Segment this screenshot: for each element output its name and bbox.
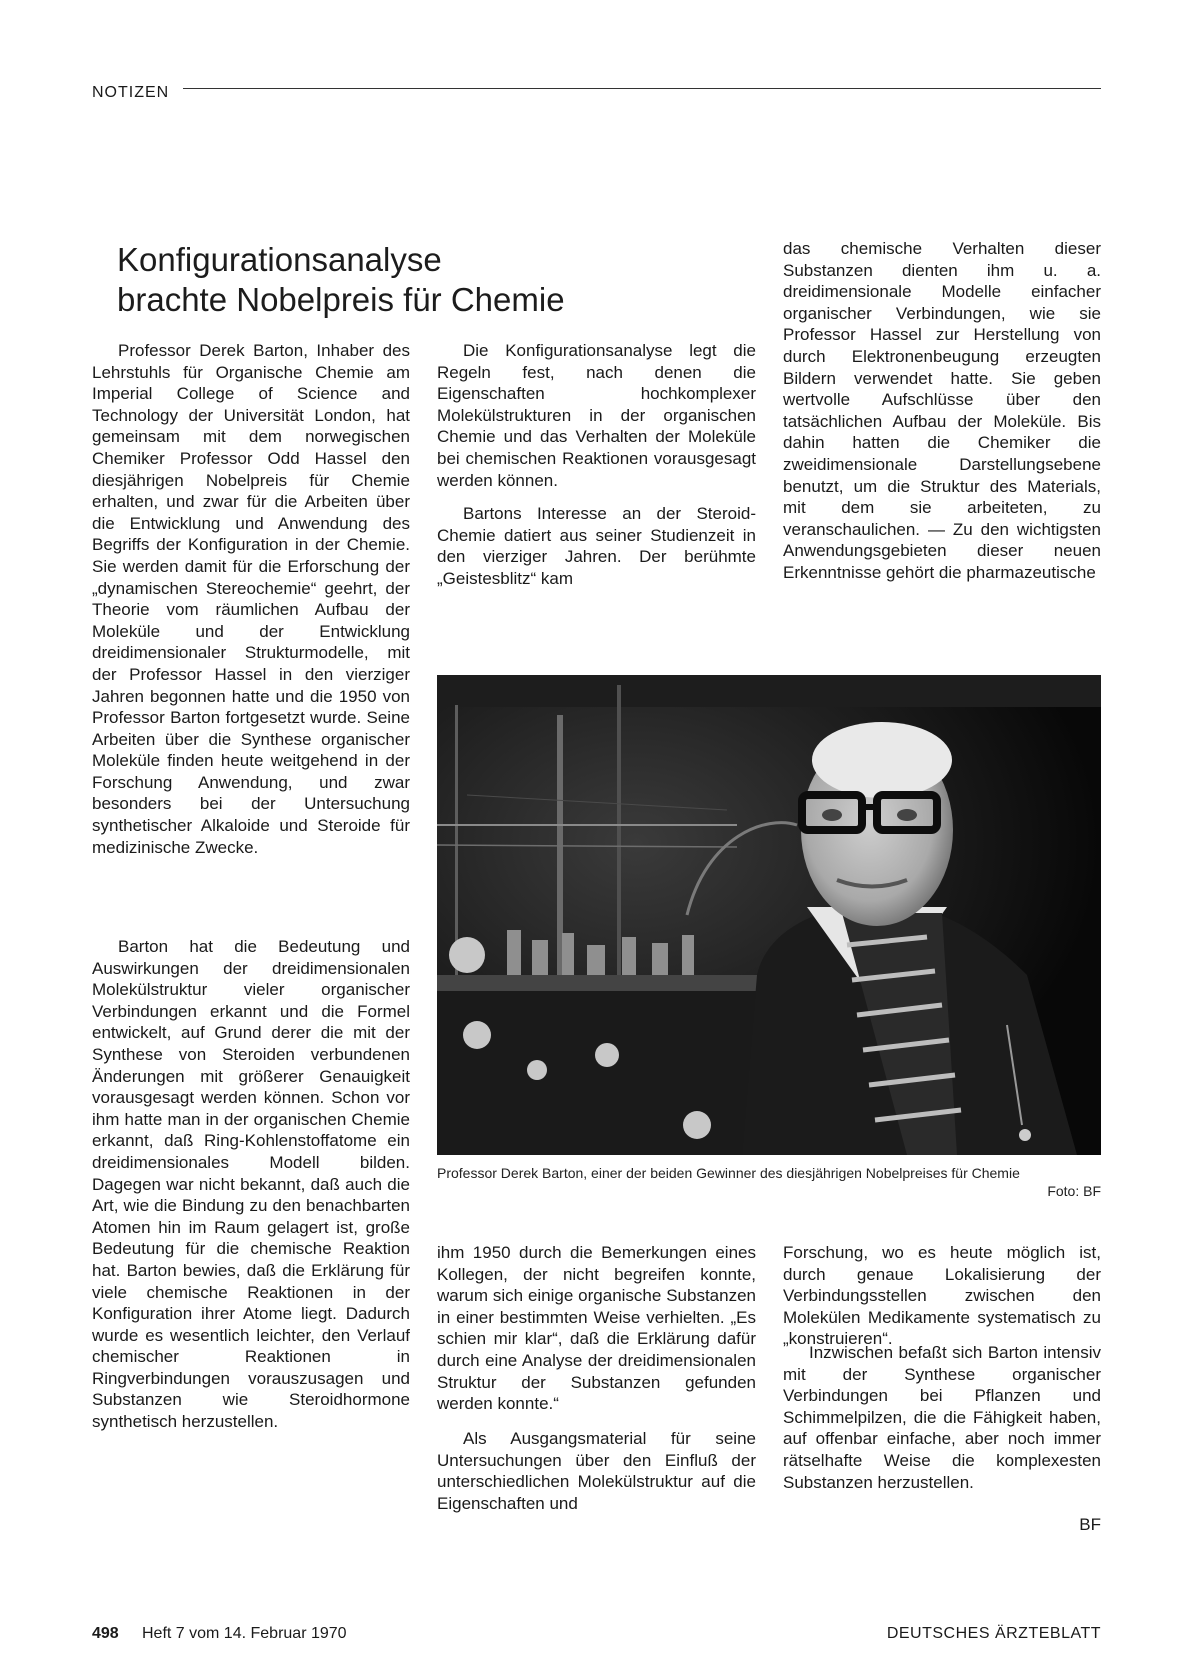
issue-info: Heft 7 vom 14. Februar 1970 bbox=[142, 1625, 347, 1642]
column-3-block-2 bbox=[783, 1242, 1101, 1350]
journal-name: DEUTSCHES ÄRZTEBLATT bbox=[886, 1625, 1101, 1642]
column-3-block-3 bbox=[783, 1342, 1101, 1493]
column-2-block-3 bbox=[437, 1242, 756, 1415]
column-1-block-1 bbox=[92, 340, 410, 858]
author-signature-block bbox=[783, 1514, 1101, 1536]
author-signature: BF bbox=[1079, 1515, 1101, 1534]
section-label: NOTIZEN bbox=[92, 84, 170, 101]
article-title-line-2: brachte Nobelpreis für Chemie bbox=[117, 281, 565, 318]
paragraph: Inzwischen befaßt sich Barton intensiv mit der Synthese organischer Verbindungen bei Pflanzen und Schimmelpilzen, die die Fähigkeit haben, auf offenbar einfache, aber noch immer rätselhafte Weise die komplexesten Substanzen herzustellen. bbox=[783, 1343, 1101, 1492]
page-number: 498 bbox=[92, 1625, 119, 1642]
paragraph: Die Konfigurationsanalyse legt die Regeln fest, nach denen die Eigenschaften hochkomplexer Molekülstrukturen in der organischen Chemie und das Verhalten der Moleküle bei chemischen Reaktionen vorausgesagt werden können. bbox=[437, 341, 756, 490]
paragraph: das chemische Verhalten dieser Substanzen dienten ihm u. a. dreidimensionale Modelle einfacher organischer Verbindungen, wie sie Professor Hassel zur Herstellung von durch Elektronenbeugung erzeugten Bildern verwendet hatte. Sie geben wertvolle Aufschlüsse über den tatsächlichen Aufbau der Moleküle. Bis dahin hatten die Chemiker die zweidimensionale Darstellungsebene benutzt, um die Struktur des Materials, mit dem sie arbeiteten, zu veranschaulichen. — Zu den wichtigsten Anwendungsgebieten dieser neuen Erkenntnisse gehört die pharmazeutische bbox=[783, 239, 1101, 582]
photo-credit: Foto: BF bbox=[1047, 1183, 1101, 1199]
portrait-photo bbox=[437, 675, 1101, 1155]
paragraph: Bartons Interesse an der Steroid-Chemie datiert aus seiner Studienzeit in den vierziger Jahren. Der berühmte „Geistesblitz“ kam bbox=[437, 504, 756, 588]
paragraph: Forschung, wo es heute möglich ist, durch genaue Lokalisierung der Verbindungsstellen zwischen den Molekülen Medikamente systematisch zu „konstruieren“. bbox=[783, 1243, 1101, 1349]
paragraph: Barton hat die Bedeutung und Auswirkungen der dreidimensionalen Molekülstruktur vieler organischer Verbindungen erkannt und die Formel entwickelt, auf Grund derer die mit der Synthese von Steroiden verbundenen Änderungen mit größerer Genauigkeit vorausgesagt werden können. Schon vor ihm hatte man in der organischen Chemie erkannt, daß Ring-Kohlenstoffatome ein dreidimensionales Modell bilden. Dagegen war nicht bekannt, daß auch die Art, wie die Bindung zu den benachbarten Atomen hin im Raum gelagert ist, große Bedeutung für die chemische Reaktion hat. Barton bewies, daß die Erklärung für viele chemische Reaktionen in der Konfiguration ihrer Atome liegt. Dadurch wurde es wesentlich leichter, den Verlauf chemischer Reaktionen in Ringverbindungen vorauszusagen und Substanzen wie Steroidhormone synthetisch herzustellen. bbox=[92, 937, 410, 1432]
column-2-block-1 bbox=[437, 340, 756, 491]
section-divider bbox=[183, 88, 1101, 89]
article-title-line-1: Konfigurationsanalyse bbox=[117, 241, 442, 278]
column-2-block-4 bbox=[437, 1428, 756, 1514]
column-2-block-2 bbox=[437, 503, 756, 589]
column-3-block-1 bbox=[783, 238, 1101, 584]
paragraph: Professor Derek Barton, Inhaber des Lehrstuhls für Organische Chemie am Imperial College of Science and Technology der Universität London, hat gemeinsam mit dem norwegischen Chemiker Professor Odd Hassel den diesjährigen Nobelpreis für Chemie erhalten, und zwar für die Arbeiten über die Entwicklung und Anwendung des Begriffs der Konfiguration in der Chemie. Sie werden damit für die Erforschung der „dynamischen Stereochemie“ geehrt, der Theorie vom räumlichen Aufbau der Moleküle und der Entwicklung dreidimensionaler Strukturmodelle, mit der Professor Hassel in den vierziger Jahren begonnen hatte und die 1950 von Professor Barton fortgesetzt wurde. Seine Arbeiten über die Synthese organischer Moleküle finden heute weitgehend in der Forschung Anwendung, und zwar besonders bei der Untersuchung synthetischer Alkaloide und Steroide für medizinische Zwecke. bbox=[92, 341, 410, 857]
paragraph: ihm 1950 durch die Bemerkungen eines Kollegen, der nicht begreifen konnte, warum sich einige organische Substanzen in einer bestimmten Weise verhielten. „Es schien mir klar“, daß die Erklärung dafür durch eine Analyse der dreidimensionalen Struktur der Substanzen gefunden werden konnte.“ bbox=[437, 1243, 756, 1414]
article-title bbox=[117, 240, 737, 320]
portrait-photo-image bbox=[437, 675, 1101, 1155]
photo-caption: Professor Derek Barton, einer der beiden Gewinner des diesjährigen Nobelpreises für Chemie bbox=[437, 1165, 1020, 1181]
paragraph: Als Ausgangsmaterial für seine Untersuchungen über den Einfluß der unterschiedlichen Molekülstruktur auf die Eigenschaften und bbox=[437, 1429, 756, 1513]
column-1-block-2 bbox=[92, 936, 410, 1433]
